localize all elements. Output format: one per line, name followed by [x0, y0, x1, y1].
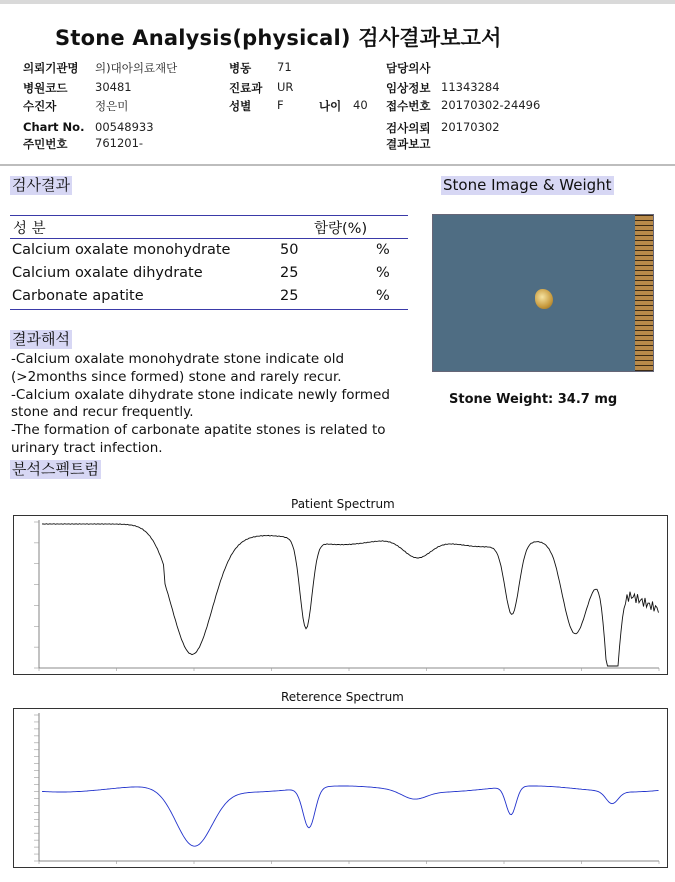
- dept-label: 진료과: [229, 81, 263, 95]
- table-bottom-line: [10, 309, 408, 310]
- clinical-label: 임상정보: [386, 81, 431, 95]
- receipt-label: 접수번호: [386, 99, 431, 113]
- report-title: Stone Analysis(physical) 검사결과보고서: [55, 26, 502, 50]
- interpretation-line: -Calcium oxalate dihydrate stone indicate newly formed: [11, 387, 390, 403]
- ward-label: 병동: [229, 61, 252, 75]
- reference-spectrum-title: Reterence Spectrum: [281, 690, 404, 704]
- table-row-value: 25: [280, 265, 299, 281]
- col-component-header: 성 분: [13, 221, 46, 237]
- interpretation-line: (>2months since formed) stone and rarely recur.: [11, 369, 342, 385]
- interpretation-line: -The formation of carbonate apatite stones is related to: [11, 422, 386, 438]
- table-header-line: [10, 238, 408, 239]
- requester-label: 의뢰기관명: [23, 61, 79, 75]
- chart-value: 00548933: [95, 120, 154, 134]
- table-row-unit: %: [376, 242, 390, 258]
- clinical-value: 11343284: [441, 80, 500, 94]
- table-row-unit: %: [376, 288, 390, 304]
- table-top-line: [10, 215, 408, 216]
- requester-value: 의)대아의료재단: [95, 61, 178, 75]
- col-content-header: 함량(%): [314, 221, 368, 237]
- interpretation-section-title: 결과해석: [12, 330, 70, 348]
- table-row-unit: %: [376, 265, 390, 281]
- sex-value: F: [277, 98, 284, 112]
- resident-label: 주민번호: [23, 137, 68, 151]
- table-row-name: Calcium oxalate monohydrate: [12, 242, 231, 258]
- interpretation-line: -Calcium oxalate monohydrate stone indicate old: [11, 351, 345, 367]
- plot-axes: [39, 520, 659, 668]
- request-date-label: 검사의뢰: [386, 121, 431, 135]
- results-section-title: 검사결과: [12, 176, 70, 194]
- hospital-code-value: 30481: [95, 80, 132, 94]
- patient-value: 정은미: [95, 99, 129, 113]
- stone-specimen: [535, 289, 553, 309]
- receipt-value: 20170302-24496: [441, 98, 541, 112]
- table-row-name: Calcium oxalate dihydrate: [12, 265, 203, 281]
- interpretation-line: stone and recur frequently.: [11, 404, 194, 420]
- reference-spectrum-svg: [14, 709, 667, 867]
- hospital-code-label: 병원코드: [23, 81, 68, 95]
- ward-value: 71: [277, 60, 292, 74]
- sex-label: 성별: [229, 99, 252, 113]
- resident-value: 761201-: [95, 136, 144, 150]
- stone-photo: [432, 214, 654, 372]
- stone-weight: Stone Weight: 34.7 mg: [449, 392, 618, 407]
- patient-label: 수진자: [23, 99, 57, 113]
- table-row-name: Carbonate apatite: [12, 288, 144, 304]
- dept-value: UR: [277, 80, 294, 94]
- age-label: 나이: [319, 99, 342, 113]
- stone-section-title: Stone Image & Weight: [443, 176, 612, 194]
- spectrum-section-title: 분석스펙트럼: [12, 460, 99, 478]
- request-date-value: 20170302: [441, 120, 500, 134]
- age-value: 40: [353, 98, 368, 112]
- doctor-label: 담당의사: [386, 61, 431, 75]
- header-separator: [0, 164, 675, 166]
- patient-spectrum-title: Patient Spectrum: [291, 497, 395, 511]
- top-border: [0, 0, 675, 4]
- chart-label: Chart No.: [23, 120, 85, 134]
- table-row-value: 50: [280, 242, 299, 258]
- reference-spectrum-plot: [13, 708, 668, 868]
- report-label: 결과보고: [386, 137, 431, 151]
- interpretation-line: urinary tract infection.: [11, 440, 163, 456]
- patient-spectrum-plot: [13, 515, 668, 675]
- patient-spectrum-line: [42, 524, 659, 666]
- ruler: [635, 215, 653, 372]
- reference-spectrum-line: [42, 786, 659, 846]
- patient-spectrum-svg: [14, 516, 667, 674]
- table-row-value: 25: [280, 288, 299, 304]
